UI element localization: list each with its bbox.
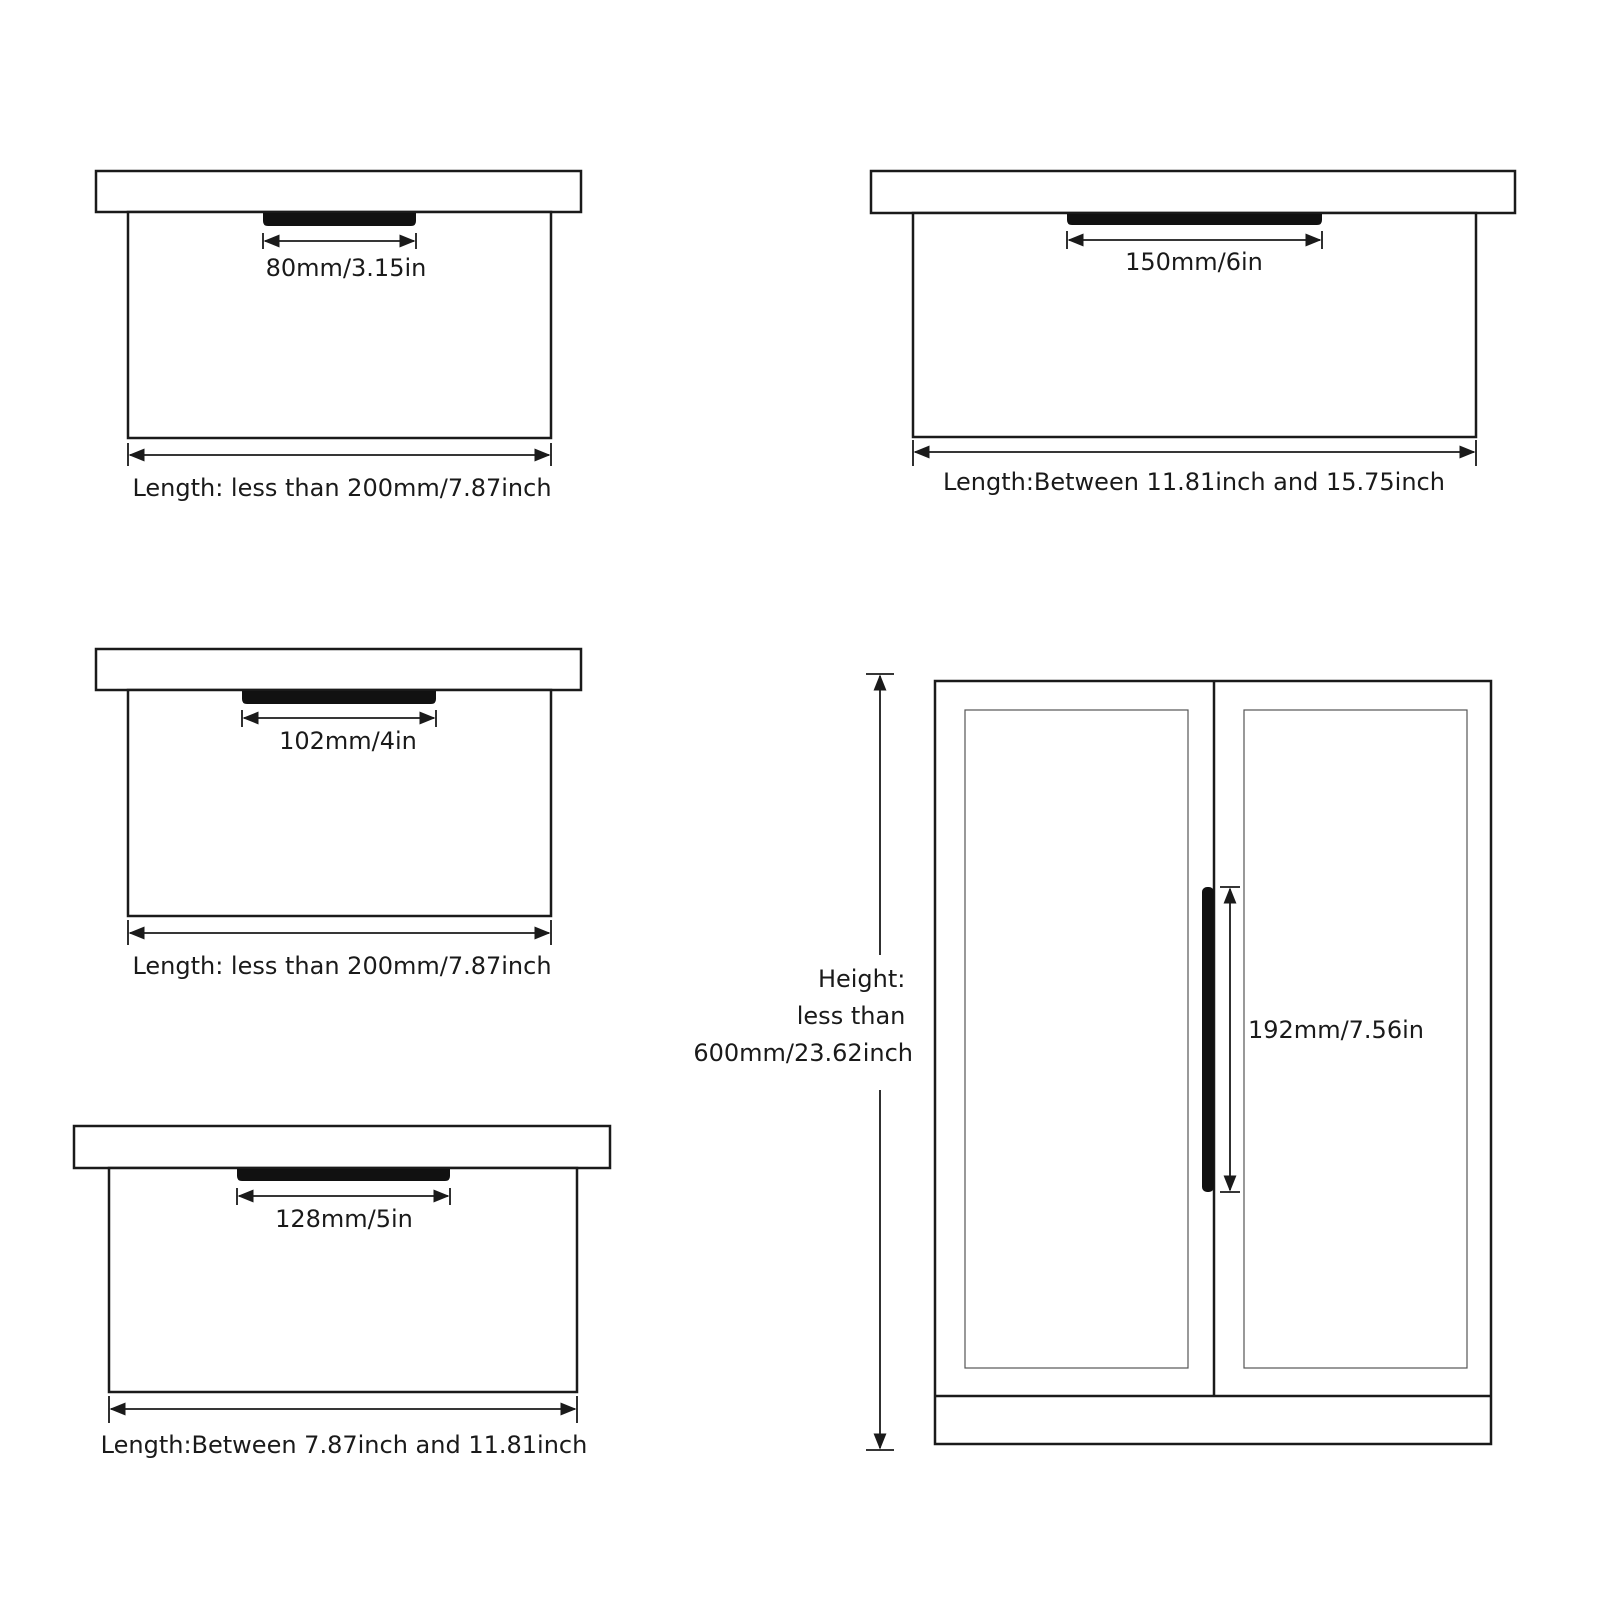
drawer-diagram-3: [96, 649, 581, 980]
length-label: Length: less than 200mm/7.87inch: [132, 952, 552, 980]
height-label: [693, 965, 913, 1067]
length-dimension: [913, 440, 1476, 466]
cabinet-diagram: [693, 674, 1491, 1450]
vertical-handle-bar: [1202, 887, 1214, 1192]
drawer-diagram-2: [871, 171, 1515, 496]
drawer-front: [913, 213, 1476, 437]
drawer-diagram-4: [74, 1126, 610, 1459]
length-label: Length:Between 7.87inch and 11.81inch: [100, 1431, 588, 1459]
handle-bar: [263, 213, 416, 226]
drawer-diagram-1: [96, 171, 581, 502]
drawer-front: [109, 1168, 577, 1392]
handle-size-label: 128mm/5in: [275, 1205, 413, 1233]
length-label: Length:Between 11.81inch and 15.75inch: [943, 468, 1445, 496]
length-dimension: [128, 443, 551, 466]
handle-size-label: 150mm/6in: [1125, 248, 1263, 276]
height-label-line-1: Height:: [817, 965, 906, 993]
drawer-top-panel: [871, 171, 1515, 213]
handle-size-label: 102mm/4in: [279, 727, 417, 755]
handle-bar: [237, 1169, 450, 1181]
drawer-front: [128, 690, 551, 916]
cabinet-handle-size-label: 192mm/7.56in: [1248, 1016, 1424, 1044]
drawer-top-panel: [96, 649, 581, 690]
length-dimension: [109, 1396, 577, 1423]
height-label-line-3: 600mm/23.62inch: [693, 1039, 913, 1067]
length-label: Length: less than 200mm/7.87inch: [132, 474, 552, 502]
drawer-front: [128, 212, 551, 438]
drawer-top-panel: [96, 171, 581, 212]
drawer-top-panel: [74, 1126, 610, 1168]
length-dimension: [128, 920, 551, 945]
handle-bar: [1067, 214, 1322, 225]
handle-bar: [242, 691, 436, 704]
handle-size-label: 80mm/3.15in: [265, 254, 427, 282]
height-label-line-2: less than: [796, 1002, 906, 1030]
